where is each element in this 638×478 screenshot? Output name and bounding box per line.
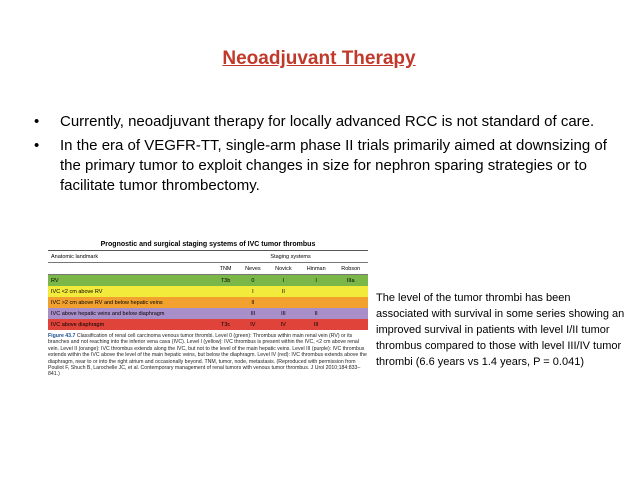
slide-title: Neoadjuvant Therapy [222,48,416,69]
stage-cell [299,297,334,308]
stage-cell: 0 [238,275,268,287]
stage-cell: I [268,275,299,287]
col-header-system: Novick [268,263,299,275]
stage-cell [299,286,334,297]
caption-label: Figure 43.7 [48,333,76,339]
row-landmark: IVC >2 cm above RV and below hepatic veins [48,297,213,308]
stage-cell: II [268,286,299,297]
stage-cell [213,297,238,308]
stage-cell [213,286,238,297]
stage-cell: T3c [213,319,238,330]
table-row [48,319,368,330]
stage-cell: III [299,319,334,330]
bullet-item [34,136,614,196]
stage-cell [213,308,238,319]
figure-caption [48,333,368,378]
figure-title: Prognostic and surgical staging systems of IVC tumor thrombus [48,240,368,251]
table-row [48,275,368,287]
stage-cell: II [299,308,334,319]
row-landmark: IVC above diaphragm [48,319,213,330]
stage-cell [268,297,299,308]
bullet-list [34,112,614,200]
staging-table [48,251,368,330]
row-landmark: IVC <2 cm above RV [48,286,213,297]
bullet-dot: • [34,137,40,154]
bullet-item [34,112,614,132]
stage-cell: I [299,275,334,287]
table-row [48,308,368,319]
table-row [48,297,368,308]
stage-cell: III [238,308,268,319]
stage-cell: T3b [213,275,238,287]
stage-cell: IV [238,319,268,330]
col-header-landmark: Anatomic landmark [48,251,213,263]
stage-cell: IV [268,319,299,330]
stage-cell: IIIa [333,275,368,287]
staging-figure [48,240,368,418]
col-header-system: Neves [238,263,268,275]
col-header-system: TNM [213,263,238,275]
stage-cell [333,319,368,330]
stage-cell [333,308,368,319]
col-header-system: Robson [333,263,368,275]
table-row [48,286,368,297]
stage-cell: III [268,308,299,319]
survival-note: The level of the tumor thrombi has been associated with survival in some series showing an improved survival in patients with level I/II tumor thrombus compared to those with level III/IV tumor thrombi (6.6 years vs 1.4 years, P = 0.041) [376,292,625,368]
bullet-text: Currently, neoadjuvant therapy for locally advanced RCC is not standard of care. [60,113,595,130]
stage-cell [333,297,368,308]
col-header-system: Hinman [299,263,334,275]
row-landmark: RV [48,275,213,287]
bullet-text: In the era of VEGFR-TT, single-arm phase II trials primarily aimed at downsizing of the primary tumor to exploit changes in size for nephron sparing strategies or to facilitate tumor thrombectomy. [60,137,607,194]
stage-cell [333,286,368,297]
stage-cell: I [238,286,268,297]
caption-text: Classification of renal cell carcinoma venous tumor thrombi. Level 0 (green): Thrombus within main renal vein (RV) or its branches and not reaching into the inferior vena cava (IVC). Level I (yellow): IVC thrombus is present within the IVC, <2 cm above renal vein. Level II (orange): IVC thrombus extends along the IVC, but not to the level of the main hepatic veins. Level III (purple): IVC thrombus extends within the IVC above the level of the main hepatic veins, but below the diaphragm. Level IV (red): IVC thrombus extends above the diaphragm, near to or into the right atrium and occasionally beyond. TNM, tumor, node, metastasis. (Reproduced with permission from Pouliot F, Shuch B, Larochelle JC, et al. Contemporary management of renal tumors with venous tumor thrombus. J Urol 2010;184:833–841.) [48,333,367,378]
bullet-dot: • [34,113,40,130]
stage-cell: II [238,297,268,308]
row-landmark: IVC above hepatic veins and below diaphragm [48,308,213,319]
col-header-staging: Staging systems [213,251,368,263]
